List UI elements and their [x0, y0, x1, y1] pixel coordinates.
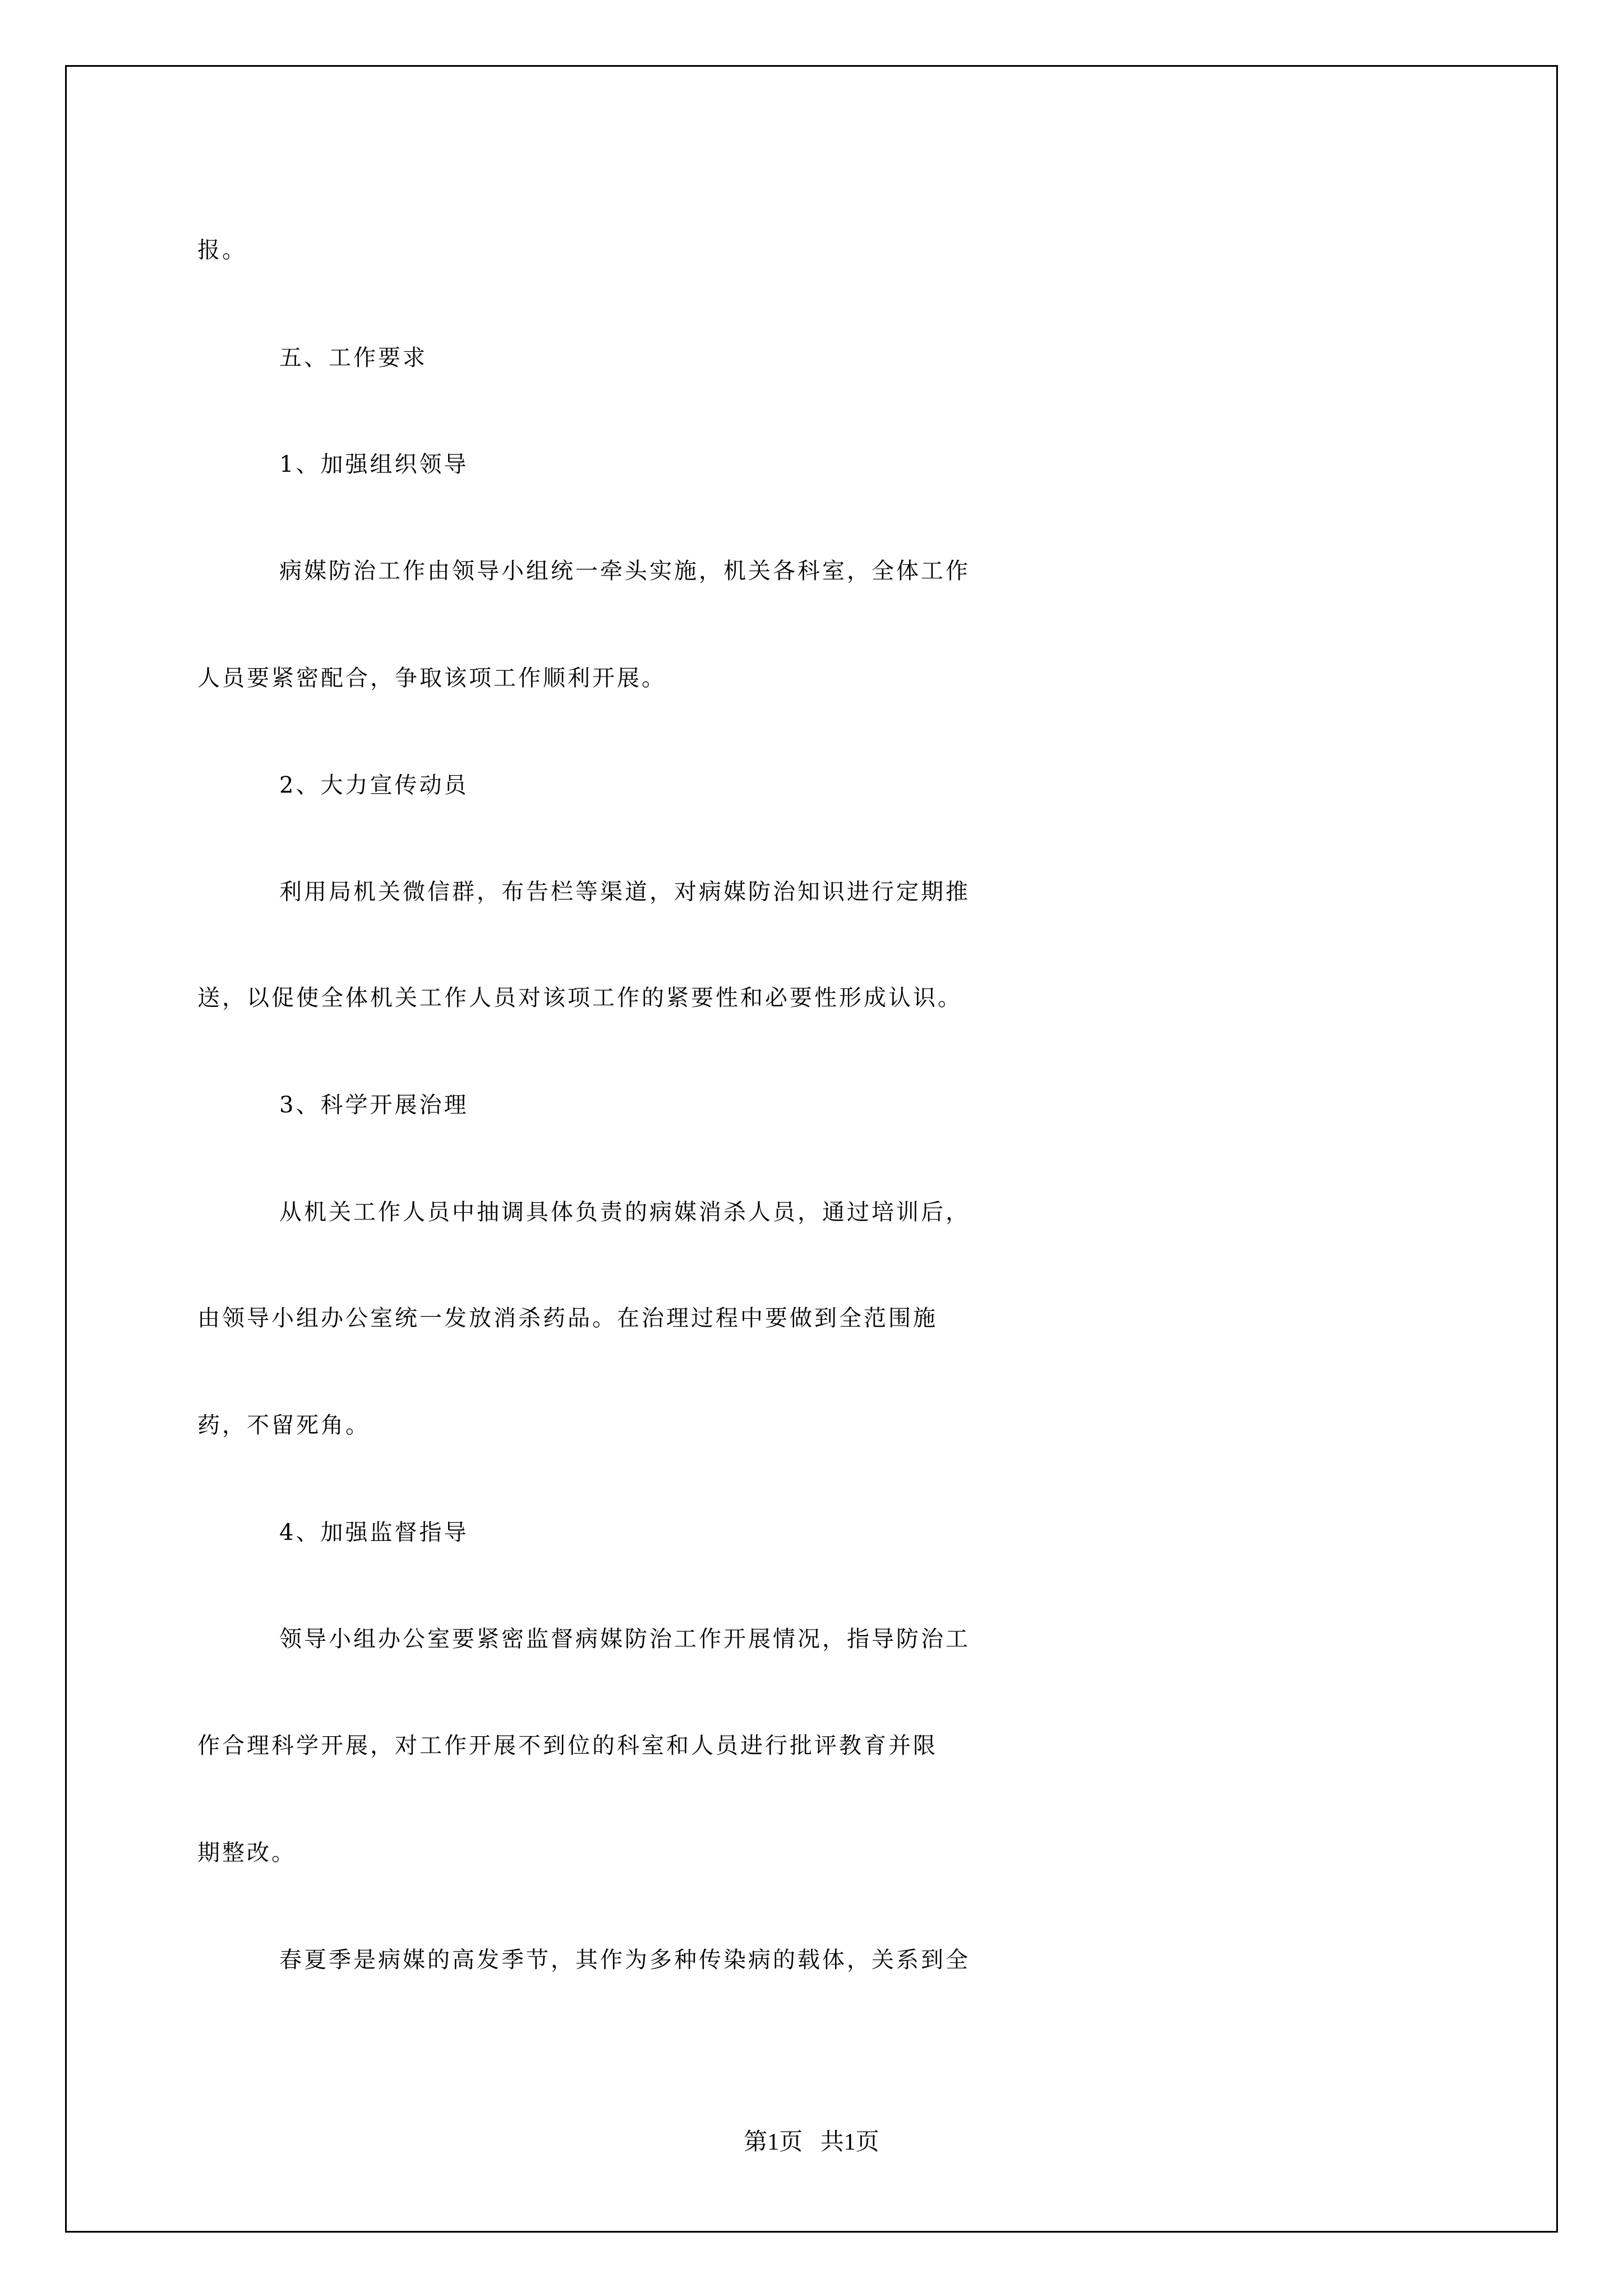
page-border — [65, 65, 1558, 2233]
subsection-heading: 4、加强监督指导 — [279, 1520, 469, 1545]
text-line: 报。 — [197, 237, 247, 263]
paragraph-line: 期整改。 — [197, 1840, 296, 1866]
paragraph-line: 从机关工作人员中抽调具体负责的病媒消杀人员，通过培训后， — [279, 1199, 970, 1225]
section-heading: 五、工作要求 — [279, 345, 427, 371]
page-number-footer: 第1页 共1页 — [744, 2129, 879, 2155]
subsection-heading: 2、大力宣传动员 — [279, 772, 469, 798]
paragraph-line: 由领导小组办公室统一发放消杀药品。在治理过程中要做到全范围施 — [197, 1305, 938, 1331]
paragraph-line: 药，不留死角。 — [197, 1412, 370, 1438]
subsection-heading: 3、科学开展治理 — [279, 1092, 469, 1118]
paragraph-line: 领导小组办公室要紧密监督病媒防治工作开展情况，指导防治工 — [279, 1626, 970, 1652]
paragraph-line: 人员要紧密配合，争取该项工作顺利开展。 — [197, 665, 666, 691]
paragraph-line: 送，以促使全体机关工作人员对该项工作的紧要性和必要性形成认识。 — [197, 985, 962, 1011]
subsection-heading: 1、加强组织领导 — [279, 452, 469, 477]
paragraph-line: 作合理科学开展，对工作开展不到位的科室和人员进行批评教育并限 — [197, 1733, 938, 1759]
paragraph-line: 春夏季是病媒的高发季节，其作为多种传染病的载体，关系到全 — [279, 1947, 970, 1973]
paragraph-line: 病媒防治工作由领导小组统一牵头实施，机关各科室，全体工作 — [279, 558, 970, 584]
paragraph-line: 利用局机关微信群，布告栏等渠道，对病媒防治知识进行定期推 — [279, 879, 970, 905]
